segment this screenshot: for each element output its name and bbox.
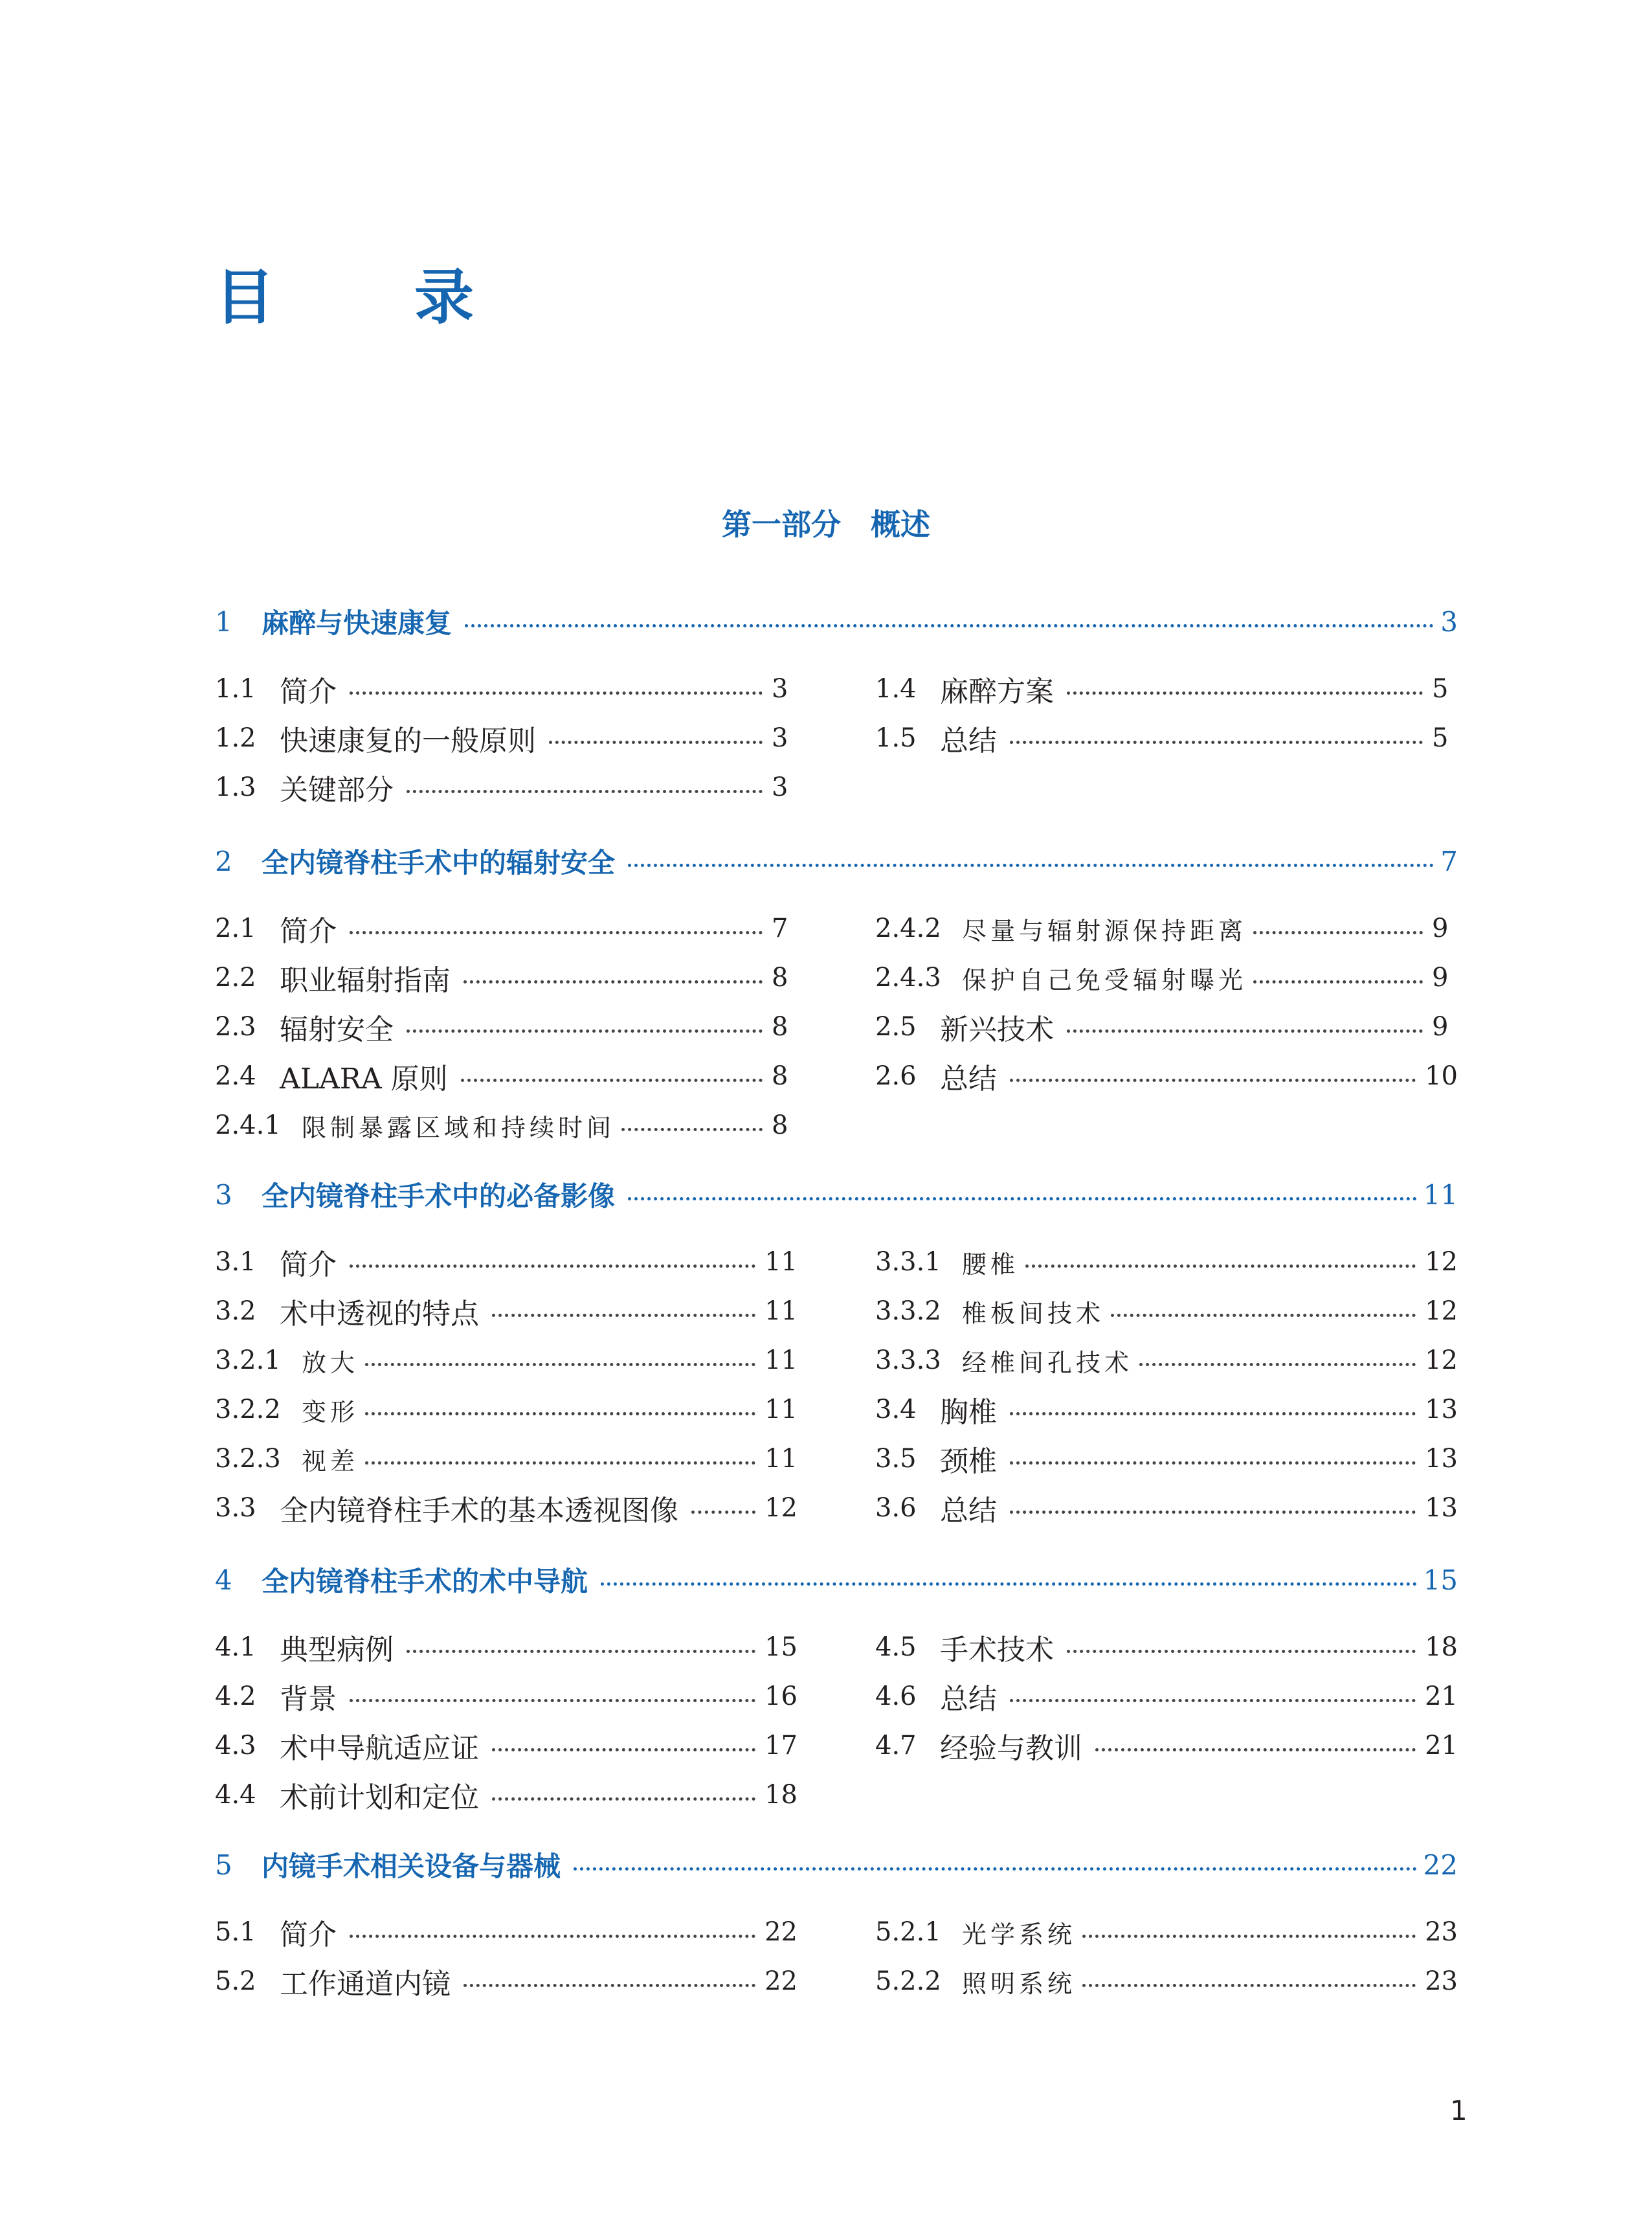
toc-entry[interactable]: [875, 1672, 1458, 1721]
section-title: 椎板间技术: [962, 1299, 1105, 1328]
chapter-title: 全内镜脊柱手术中的辐射安全: [262, 847, 616, 879]
dot-leader: [1067, 691, 1423, 695]
section-page: 3: [772, 772, 788, 802]
dot-leader: [465, 624, 1434, 627]
page-title: 目 录: [215, 263, 534, 332]
section-page: 5: [1432, 674, 1449, 704]
section-page: 16: [765, 1681, 798, 1711]
section-number: 4.2: [215, 1681, 256, 1711]
toc-entry[interactable]: [875, 714, 1458, 763]
section-number: 2.4.1: [215, 1110, 281, 1140]
toc-entry[interactable]: [215, 1336, 798, 1385]
section-number: 3.3.2: [875, 1296, 941, 1326]
dot-leader: [1010, 1461, 1416, 1465]
dot-leader: [463, 1984, 755, 1987]
section-number: 3.2.1: [215, 1345, 281, 1375]
dot-leader: [601, 1582, 1417, 1586]
section-title: 简介: [280, 675, 337, 708]
section-page: 21: [1425, 1681, 1458, 1711]
section-title: 术前计划和定位: [280, 1781, 479, 1814]
section-number: 1.2: [215, 723, 256, 753]
section-page: 11: [765, 1395, 798, 1424]
section-title: 麻醉方案: [940, 675, 1054, 708]
section-title: ALARA 原则: [280, 1062, 448, 1096]
section-page: 11: [765, 1296, 798, 1326]
section-number: 5.2: [215, 1966, 256, 1996]
section-title: 光学系统: [962, 1920, 1077, 1949]
dot-leader: [350, 931, 763, 934]
section-page: 12: [1425, 1345, 1458, 1375]
chapter-page: 22: [1423, 1849, 1458, 1881]
section-number: 3.6: [875, 1493, 917, 1523]
dot-leader: [492, 1748, 755, 1751]
section-number: 4.7: [875, 1731, 917, 1760]
toc-entry[interactable]: [875, 1721, 1458, 1770]
toc-entry[interactable]: [215, 1101, 798, 1150]
section-page: 7: [772, 914, 788, 943]
section-number: 2.6: [875, 1061, 917, 1091]
dot-leader: [574, 1867, 1417, 1871]
part-title: 第一部分 概述: [722, 507, 930, 542]
section-title: 术中透视的特点: [280, 1298, 479, 1331]
section-page: 9: [1432, 1012, 1449, 1042]
dot-leader: [628, 864, 1434, 867]
toc-entry[interactable]: [875, 664, 1458, 714]
section-title: 简介: [280, 1918, 337, 1951]
dot-leader: [407, 1029, 763, 1033]
page-number: 1: [1450, 2095, 1468, 2126]
dot-leader: [1082, 1935, 1416, 1938]
section-title: 快速康复的一般原则: [280, 725, 536, 758]
toc-entry[interactable]: [215, 1434, 798, 1483]
section-title: 颈椎: [940, 1445, 997, 1478]
section-number: 5.2.2: [875, 1966, 941, 1996]
section-page: 5: [1432, 723, 1449, 753]
section-page: 9: [1432, 963, 1449, 993]
chapter-title: 全内镜脊柱手术中的必备影像: [262, 1180, 616, 1212]
section-title: 职业辐射指南: [280, 964, 451, 997]
toc-entry[interactable]: [215, 1770, 798, 1819]
dot-leader: [365, 1461, 755, 1465]
section-page: 22: [765, 1966, 798, 1996]
section-page: 13: [1425, 1395, 1458, 1424]
toc-entry[interactable]: [215, 1721, 798, 1770]
chapter-heading[interactable]: [215, 835, 1458, 887]
section-title: 放大: [302, 1348, 359, 1377]
dot-leader: [691, 1511, 755, 1514]
dot-leader: [365, 1363, 755, 1366]
chapter-heading[interactable]: [215, 1169, 1458, 1220]
dot-leader: [1139, 1363, 1416, 1366]
chapter-page: 7: [1440, 845, 1458, 877]
chapter-number: 5: [215, 1849, 232, 1881]
chapter-heading[interactable]: [215, 596, 1458, 647]
dot-leader: [350, 1699, 755, 1702]
section-number: 3.3.3: [875, 1345, 941, 1375]
dot-leader: [1010, 1511, 1416, 1514]
toc-entry[interactable]: [215, 1672, 798, 1721]
section-number: 3.1: [215, 1247, 256, 1277]
section-number: 2.2: [215, 963, 256, 993]
toc-entry[interactable]: [875, 904, 1458, 953]
toc-entry[interactable]: [215, 763, 798, 812]
dot-leader: [1067, 1029, 1423, 1033]
section-page: 8: [772, 1061, 788, 1091]
dot-leader: [621, 1128, 763, 1131]
section-number: 2.4: [215, 1061, 256, 1091]
chapter-title: 麻醉与快速康复: [262, 607, 452, 639]
toc-entry[interactable]: [875, 1002, 1458, 1051]
dot-leader: [492, 1797, 755, 1801]
section-title: 总结: [940, 725, 997, 758]
section-title: 照明系统: [962, 1969, 1077, 1998]
section-title: 胸椎: [940, 1396, 997, 1429]
toc-entry[interactable]: [875, 1623, 1458, 1672]
section-title: 保护自己免受辐射曝光: [962, 965, 1247, 995]
toc-entry[interactable]: [875, 1907, 1458, 1957]
section-page: 11: [765, 1444, 798, 1474]
chapter-number: 3: [215, 1178, 232, 1211]
section-page: 8: [772, 1110, 788, 1140]
section-number: 5.1: [215, 1917, 256, 1947]
dot-leader: [461, 1079, 763, 1082]
dot-leader: [463, 980, 763, 984]
toc-entry[interactable]: [875, 1051, 1458, 1101]
chapter-number: 1: [215, 605, 232, 638]
section-number: 2.5: [875, 1012, 917, 1042]
section-page: 11: [765, 1247, 798, 1277]
dot-leader: [1010, 1079, 1416, 1082]
section-title: 手术技术: [940, 1634, 1054, 1667]
section-page: 13: [1425, 1444, 1458, 1474]
section-page: 9: [1432, 914, 1449, 943]
section-number: 2.1: [215, 914, 256, 943]
section-title: 辐射安全: [280, 1013, 394, 1046]
section-title: 简介: [280, 915, 337, 948]
section-page: 22: [765, 1917, 798, 1947]
dot-leader: [492, 1314, 755, 1317]
chapter-title: 全内镜脊柱手术的术中导航: [262, 1566, 588, 1597]
section-title: 腰椎: [962, 1250, 1020, 1279]
section-number: 2.4.2: [875, 914, 941, 943]
section-number: 5.2.1: [875, 1917, 941, 1947]
toc-entry[interactable]: [215, 1907, 798, 1957]
section-number: 1.4: [875, 674, 917, 704]
section-page: 15: [765, 1632, 798, 1662]
dot-leader: [1025, 1265, 1416, 1268]
section-title: 视差: [302, 1446, 359, 1476]
section-number: 3.2: [215, 1296, 256, 1326]
section-page: 13: [1425, 1493, 1458, 1523]
toc-entry[interactable]: [215, 1623, 798, 1672]
chapter-heading[interactable]: [215, 1554, 1458, 1606]
section-number: 3.2.2: [215, 1395, 281, 1424]
dot-leader: [365, 1412, 755, 1415]
section-number: 4.3: [215, 1731, 256, 1760]
section-page: 12: [1425, 1296, 1458, 1326]
dot-leader: [350, 1935, 755, 1938]
toc-entry[interactable]: [215, 664, 798, 714]
toc-entry[interactable]: [875, 953, 1458, 1002]
toc-entry[interactable]: [875, 1287, 1458, 1336]
section-number: 4.4: [215, 1780, 256, 1810]
chapter-page: 11: [1423, 1178, 1458, 1211]
section-title: 简介: [280, 1248, 337, 1281]
section-page: 21: [1425, 1731, 1458, 1760]
toc-entry[interactable]: [875, 1483, 1458, 1533]
section-number: 2.3: [215, 1012, 256, 1042]
toc-entry[interactable]: [215, 904, 798, 953]
section-page: 10: [1425, 1061, 1458, 1091]
dot-leader: [407, 790, 763, 793]
section-page: 3: [772, 674, 788, 704]
section-page: 23: [1425, 1917, 1458, 1947]
toc-entry[interactable]: [875, 1237, 1458, 1287]
dot-leader: [350, 1265, 755, 1268]
chapter-heading[interactable]: [215, 1839, 1458, 1891]
section-title: 新兴技术: [940, 1013, 1054, 1046]
dot-leader: [1253, 931, 1423, 934]
toc-entry[interactable]: [875, 1957, 1458, 2006]
toc-entry[interactable]: [215, 1237, 798, 1287]
toc-entry[interactable]: [215, 1287, 798, 1336]
toc-entry[interactable]: [215, 1957, 798, 2006]
dot-leader: [1010, 741, 1423, 744]
section-number: 3.4: [875, 1395, 917, 1424]
section-number: 1.3: [215, 772, 256, 802]
section-title: 总结: [940, 1062, 997, 1096]
chapter-number: 4: [215, 1564, 232, 1596]
chapter-title: 内镜手术相关设备与器械: [262, 1850, 561, 1882]
section-page: 11: [765, 1345, 798, 1375]
section-number: 4.1: [215, 1632, 256, 1662]
section-title: 经验与教训: [940, 1732, 1082, 1765]
section-title: 总结: [940, 1683, 997, 1716]
section-page: 17: [765, 1731, 798, 1760]
section-number: 2.4.3: [875, 963, 941, 993]
section-title: 经椎间孔技术: [962, 1348, 1133, 1377]
dot-leader: [1082, 1984, 1416, 1987]
dot-leader: [549, 741, 763, 744]
section-number: 1.1: [215, 674, 256, 704]
section-title: 关键部分: [280, 774, 394, 807]
toc-entry[interactable]: [875, 1385, 1458, 1434]
section-page: 23: [1425, 1966, 1458, 1996]
chapter-page: 15: [1423, 1564, 1458, 1596]
section-title: 全内镜脊柱手术的基本透视图像: [280, 1494, 678, 1527]
dot-leader: [1253, 980, 1423, 984]
section-title: 术中导航适应证: [280, 1732, 479, 1765]
toc-entry[interactable]: [215, 1483, 798, 1533]
section-page: 12: [765, 1493, 798, 1523]
toc-entry[interactable]: [875, 1434, 1458, 1483]
chapter-number: 2: [215, 845, 232, 877]
section-number: 4.5: [875, 1632, 917, 1662]
dot-leader: [1067, 1650, 1416, 1653]
section-page: 12: [1425, 1247, 1458, 1277]
dot-leader: [1111, 1314, 1416, 1317]
section-number: 4.6: [875, 1681, 917, 1711]
toc-entry[interactable]: [215, 1051, 798, 1101]
section-number: 3.3.1: [875, 1247, 941, 1277]
section-title: 背景: [280, 1683, 337, 1716]
section-title: 尽量与辐射源保持距离: [962, 916, 1247, 945]
dot-leader: [350, 691, 763, 695]
chapter-page: 3: [1440, 605, 1458, 638]
dot-leader: [407, 1650, 755, 1653]
section-page: 8: [772, 963, 788, 993]
section-page: 18: [765, 1780, 798, 1810]
section-number: 3.2.3: [215, 1444, 281, 1474]
dot-leader: [1010, 1699, 1416, 1702]
section-page: 3: [772, 723, 788, 753]
section-number: 3.3: [215, 1493, 256, 1523]
section-number: 3.5: [875, 1444, 917, 1474]
section-page: 8: [772, 1012, 788, 1042]
section-title: 限制暴露区域和持续时间: [302, 1113, 616, 1142]
section-title: 总结: [940, 1494, 997, 1527]
toc-entry[interactable]: [215, 953, 798, 1002]
dot-leader: [628, 1197, 1417, 1200]
dot-leader: [1095, 1748, 1416, 1751]
section-title: 典型病例: [280, 1634, 394, 1667]
dot-leader: [1010, 1412, 1416, 1415]
toc-entry[interactable]: [215, 714, 798, 763]
section-title: 变形: [302, 1397, 359, 1426]
toc-entry[interactable]: [215, 1002, 798, 1051]
section-title: 工作通道内镜: [280, 1968, 451, 2001]
toc-entry[interactable]: [875, 1336, 1458, 1385]
section-number: 1.5: [875, 723, 917, 753]
section-page: 18: [1425, 1632, 1458, 1662]
toc-entry[interactable]: [215, 1385, 798, 1434]
